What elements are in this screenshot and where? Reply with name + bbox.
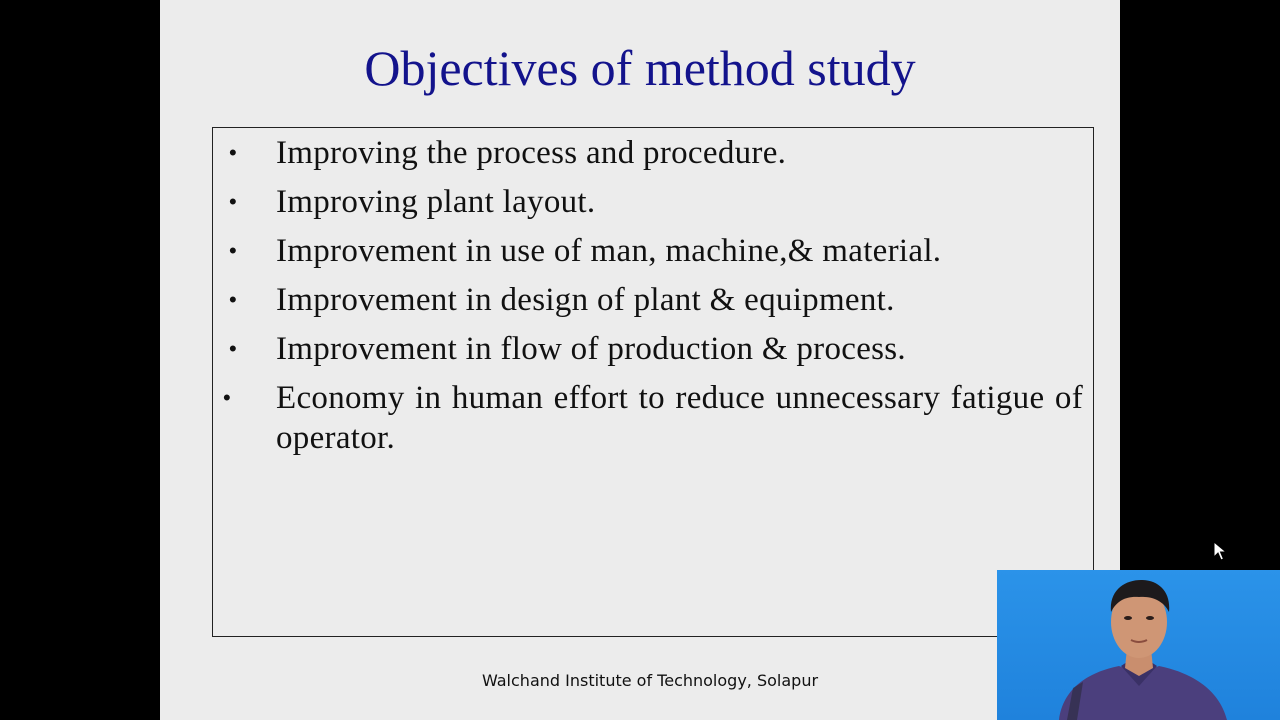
bullet-icon: •: [228, 336, 237, 361]
list-item: [213, 133, 1095, 173]
bullet-list: [213, 133, 1095, 467]
bullet-icon: •: [228, 287, 237, 312]
slide: [160, 0, 1120, 720]
mouse-pointer-icon: [1213, 541, 1227, 561]
list-item: [213, 329, 1095, 369]
list-item: [213, 231, 1095, 271]
bullet-text: Improvement in use of man, machine,& material.: [276, 233, 942, 269]
bullet-text: Improving the process and procedure.: [276, 135, 787, 171]
bullet-icon: •: [228, 238, 237, 263]
presenter-video-icon: [997, 570, 1280, 720]
bullet-text: Improving plant layout.: [276, 184, 596, 220]
slide-title: Objectives of method study: [364, 40, 916, 96]
content-box: [212, 127, 1094, 637]
bullet-icon: •: [228, 189, 237, 214]
presenter-webcam: [997, 570, 1280, 720]
bullet-text: Improvement in design of plant & equipment.: [276, 282, 895, 318]
bullet-icon: •: [228, 140, 237, 165]
list-item: [213, 182, 1095, 222]
list-item: [213, 378, 1095, 458]
slide-footer: Walchand Institute of Technology, Solapur: [481, 671, 819, 690]
bullet-icon: •: [223, 385, 232, 410]
bullet-text: Improvement in flow of production & process.: [276, 331, 906, 367]
list-item: [213, 280, 1095, 320]
bullet-text: Economy in human effort to reduce unnecessary fatigue of operator.: [276, 380, 1083, 456]
